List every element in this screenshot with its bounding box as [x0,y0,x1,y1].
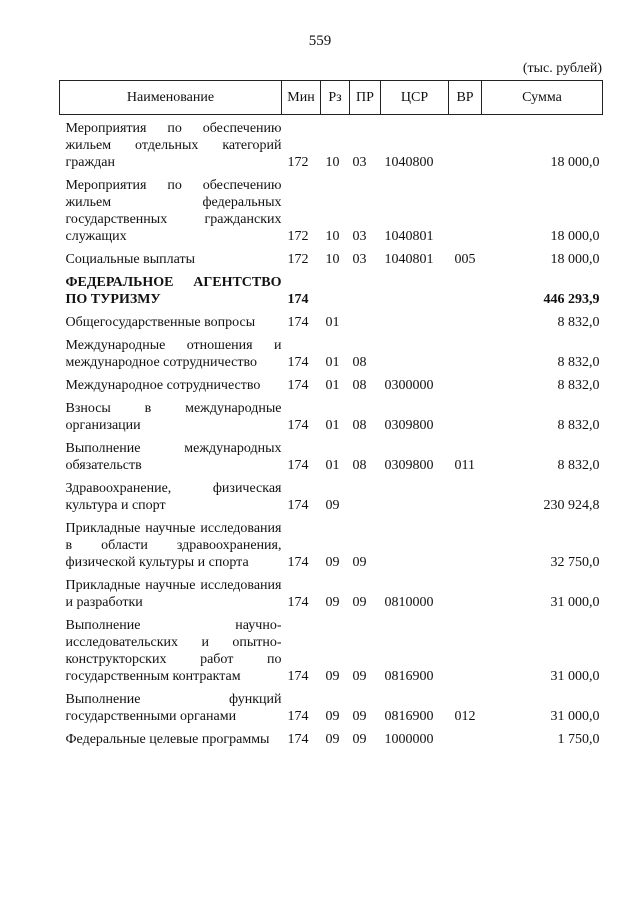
row-csr: 0309800 [384,418,434,433]
row-sum: 8 832,0 [557,418,600,433]
row-rz: 09 [325,498,340,513]
header-pr: ПР [350,81,381,115]
row-sum: 32 750,0 [550,555,600,570]
row-name: Прикладные научные исследования и разработки [65,578,282,610]
row-pr: 09 [352,555,367,570]
row-rz: 09 [325,555,340,570]
row-rz: 09 [325,669,340,684]
row-rz: 10 [325,252,340,267]
row-rz: 10 [325,155,340,170]
row-min: 174 [287,315,309,330]
row-vr [449,371,482,394]
row-csr [381,514,449,571]
row-min: 174 [287,595,309,610]
table-row [60,514,603,571]
row-vr: 012 [454,709,476,724]
row-min: 174 [287,378,309,393]
row-rz: 01 [325,378,340,393]
table-header [60,81,603,115]
row-name: Выполнение международных обязательств [65,441,282,473]
row-vr [449,268,482,308]
row-pr: 09 [352,669,367,684]
row-name: Федеральные целевые программы [65,732,270,747]
row-sum: 31 000,0 [550,709,600,724]
row-sum: 18 000,0 [550,229,600,244]
header-name: Наименование [60,81,282,115]
row-pr [350,308,381,331]
row-vr [449,331,482,371]
table-row [60,245,603,268]
row-min: 174 [287,458,309,473]
row-rz: 09 [325,732,340,747]
row-sum: 230 924,8 [543,498,600,513]
row-sum: 1 750,0 [557,732,600,747]
row-rz: 01 [325,355,340,370]
row-csr: 0309800 [384,458,434,473]
row-name: Мероприятия по обеспечению жильем отдельных категорий граждан [65,121,282,170]
row-name: Международные отношения и международное сотрудничество [65,338,282,370]
row-min: 172 [287,229,309,244]
table-row [60,331,603,371]
row-csr: 1040801 [384,229,434,244]
row-rz: 09 [325,595,340,610]
row-min: 172 [287,252,309,267]
row-name: ФЕДЕРАЛЬНОЕ АГЕНТСТВО ПО ТУРИЗМУ [65,275,282,307]
row-csr: 0810000 [384,595,434,610]
table-row [60,115,603,172]
header-min: Мин [282,81,321,115]
row-csr: 1040800 [384,155,434,170]
header-csr: ЦСР [381,81,449,115]
row-name: Выполнение научно-исследовательских и опытно-конструкторских работ по государственным контрактам [65,618,282,684]
row-name: Взносы в международные организации [65,401,282,433]
table-row [60,171,603,245]
table-row [60,308,603,331]
row-name: Выполнение функций государственными органами [65,692,282,724]
row-vr [449,611,482,685]
row-pr: 08 [352,378,367,393]
row-min: 174 [287,498,309,513]
row-min: 174 [287,355,309,370]
row-csr [381,474,449,514]
row-pr: 03 [352,252,367,267]
row-pr [350,268,381,308]
row-csr [381,268,449,308]
row-pr: 08 [352,355,367,370]
row-sum: 8 832,0 [557,315,600,330]
row-vr [449,115,482,172]
row-pr: 03 [352,155,367,170]
row-sum: 8 832,0 [557,355,600,370]
row-rz: 01 [325,418,340,433]
row-vr [449,171,482,245]
row-sum: 446 293,9 [543,292,600,307]
row-sum: 31 000,0 [550,669,600,684]
row-min: 172 [287,155,309,170]
row-rz: 01 [325,315,340,330]
table-row [60,571,603,611]
budget-table [59,80,603,748]
header-rz: Рз [321,81,350,115]
row-name: Мероприятия по обеспечению жильем федеральных государственных гражданских служащих [65,178,282,244]
row-csr [381,331,449,371]
row-csr: 1000000 [384,732,434,747]
row-min: 174 [287,669,309,684]
table-row [60,371,603,394]
row-name: Общегосударственные вопросы [65,315,256,330]
row-vr [449,394,482,434]
page-number: 559 [308,33,332,49]
row-name: Прикладные научные исследования в области здравоохранения, физической культуры и спорта [65,521,282,570]
units-label: (тыс. рублей) [522,61,602,76]
row-min: 174 [287,709,309,724]
table-row [60,434,603,474]
header-sum: Сумма [482,81,603,115]
row-rz: 01 [325,458,340,473]
row-pr: 08 [352,458,367,473]
row-sum: 8 832,0 [557,378,600,393]
row-vr [449,474,482,514]
row-vr [449,308,482,331]
table-row [60,685,603,725]
table-row [60,611,603,685]
row-csr: 0300000 [384,378,434,393]
row-min: 174 [287,418,309,433]
row-sum: 18 000,0 [550,252,600,267]
row-pr: 08 [352,418,367,433]
row-sum: 8 832,0 [557,458,600,473]
table-row [60,725,603,748]
row-name: Социальные выплаты [65,252,196,267]
row-min: 174 [287,292,309,307]
row-csr [381,308,449,331]
row-rz: 09 [325,709,340,724]
table-body [60,115,603,749]
row-name: Международное сотрудничество [65,378,261,393]
row-pr [350,474,381,514]
table-row [60,474,603,514]
row-name: Здравоохранение, физическая культура и спорт [65,481,282,513]
row-vr: 011 [454,458,475,473]
header-vr: ВР [449,81,482,115]
row-pr: 09 [352,595,367,610]
row-csr: 0816900 [384,669,434,684]
row-rz [321,268,350,308]
row-vr: 005 [454,252,476,267]
row-vr [449,725,482,748]
row-sum: 31 000,0 [550,595,600,610]
row-min: 174 [287,732,309,747]
row-rz: 10 [325,229,340,244]
row-pr: 09 [352,709,367,724]
row-csr: 1040801 [384,252,434,267]
row-pr: 03 [352,229,367,244]
row-pr: 09 [352,732,367,747]
row-sum: 18 000,0 [550,155,600,170]
table-row [60,268,603,308]
table-row [60,394,603,434]
row-min: 174 [287,555,309,570]
row-vr [449,514,482,571]
row-vr [449,571,482,611]
row-csr: 0816900 [384,709,434,724]
